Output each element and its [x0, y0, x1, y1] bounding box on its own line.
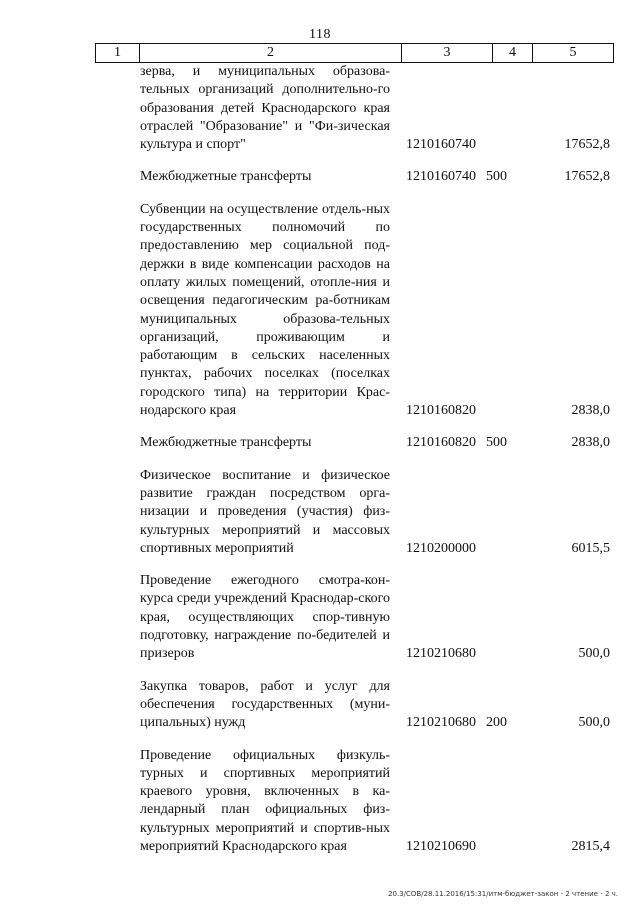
- row-code: 1210160820: [406, 435, 476, 451]
- row-description: Закупка товаров, работ и услуг для обеспечения государственных (муни-ципальных) нужд: [140, 678, 390, 731]
- row-code: 1210160740: [406, 169, 476, 185]
- row-amount: 6015,5: [571, 540, 610, 556]
- row-code: 1210160740: [406, 137, 476, 153]
- table-row: [140, 572, 614, 663]
- header-col-5: 5: [532, 44, 613, 62]
- table-row: [140, 63, 614, 154]
- header-col-4: 4: [492, 44, 532, 62]
- row-amount: 17652,8: [564, 137, 610, 153]
- header-col-2: 2: [139, 44, 401, 62]
- row-amount: 2815,4: [571, 838, 610, 854]
- table-row: [140, 168, 614, 186]
- row-amount: 17652,8: [564, 169, 610, 185]
- row-kind: 200: [486, 715, 507, 731]
- row-description: Проведение официальных физкуль-турных и спортивных мероприятий краевого уровня, включенных в ка-лендарный план официальных физ-культурных мероприятий и спортив-ных мероприятий Краснодарского края: [140, 747, 390, 854]
- table-body: [140, 63, 614, 856]
- table-header: [95, 43, 614, 63]
- table-row: [140, 678, 614, 733]
- page-number: 118: [309, 27, 331, 42]
- row-description: Физическое воспитание и физическое развитие граждан посредством орга-низации и проведения (участия) физ-культурных мероприятий и массовых спортивных мероприятий: [140, 467, 390, 556]
- row-kind: 500: [486, 169, 507, 185]
- footer-stamp: 20.3/СОВ/28.11.2016/15:31/итм-бюджет-закон - 2 чтение - 2 ч.: [388, 890, 618, 898]
- table-row: [140, 434, 614, 452]
- row-description: Субвенции на осуществление отдель-ных государственных полномочий по предоставлению мер социальной под-держки в виде компенсации расходов на оплату жилых помещений, отопле-ния и освещения педагогическим ра-ботникам муниципальных образова-тельных организаций, проживающим и работающим в сельских населенных пунктах, рабочих поселках (поселках городского типа) на территории Крас-нодарского края: [140, 201, 390, 419]
- header-col-1: 1: [114, 45, 121, 60]
- row-description: Межбюджетные трансферты: [140, 169, 312, 185]
- row-code: 1210210680: [406, 715, 476, 731]
- row-amount: 2838,0: [571, 403, 610, 419]
- row-description: зерва, и муниципальных образова-тельных организаций дополнительно-го образования детей Краснодарского края отраслей "Образование" и "Фи-зическая культура и спорт": [140, 64, 390, 153]
- table-row: [140, 467, 614, 558]
- row-description: Проведение ежегодного смотра-кон-курса среди учреждений Краснодар-ского края, осуществляющих спор-тивную подготовку, награждение по-бедителей и призеров: [140, 573, 390, 662]
- row-amount: 2838,0: [571, 435, 610, 451]
- row-amount: 500,0: [578, 715, 610, 731]
- row-kind: 500: [486, 435, 507, 451]
- row-code: 1210160820: [406, 403, 476, 419]
- row-code: 1210200000: [406, 540, 476, 556]
- row-description: Межбюджетные трансферты: [140, 435, 312, 451]
- row-code: 1210210690: [406, 838, 476, 854]
- row-code: 1210210680: [406, 646, 476, 662]
- header-col-3: 3: [401, 44, 492, 62]
- table-row: [140, 747, 614, 857]
- table-row: [140, 201, 614, 421]
- row-amount: 500,0: [578, 646, 610, 662]
